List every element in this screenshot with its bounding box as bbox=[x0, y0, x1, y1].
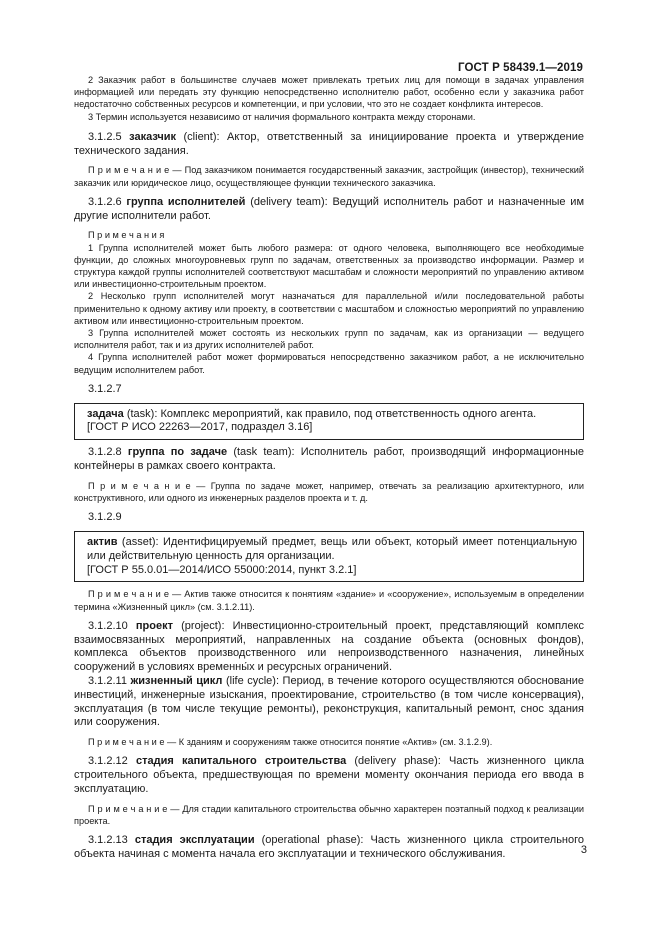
intro-note-2: 2 Заказчик работ в большинстве случаев может привлекать третьих лиц для помощи в задачах управления информацией или передать эту функцию непосредственно исполнителю работ, особенно если у заказчика работ недостаточно собственных ресурсов и компетенции, и при условии, что это не создает конфликта интересов. bbox=[74, 75, 584, 110]
term-life-cycle: жизненный цикл bbox=[130, 675, 223, 688]
document-id-header: ГОСТ Р 58439.1—2019 bbox=[458, 62, 583, 74]
term-delivery-team: группа исполнителей bbox=[126, 195, 246, 208]
definition-project bbox=[74, 620, 584, 675]
note-text: — Под заказчиком понимается государственный заказчик, застройщик (инвестор), технический заказчик или юридическое лицо, осуществляющее функции технического заказчика. bbox=[74, 165, 584, 188]
definition-text: (task): Комплекс мероприятий, как правило, под ответственность одного агента. bbox=[123, 407, 537, 420]
definition-text: (delivery team): Ведущий исполнитель работ и назначенные им другие исполнители работ. bbox=[74, 195, 585, 222]
note-text: — Актив также относится к понятиям «здание» и «сооружение», используемым в определении термина «Жизненный цикл» (см. 3.1.2.11). bbox=[74, 589, 584, 612]
term-task: задача bbox=[87, 407, 124, 420]
clause-number: 3.1.2.8 bbox=[88, 446, 122, 459]
note-label: П р и м е ч а н и е bbox=[88, 737, 165, 748]
clause-number: 3.1.2.13 bbox=[88, 834, 128, 847]
definition-text: (asset): Идентифицируемый предмет, вещь или объект, который имеет потенциальную или действительную ценность для организации. bbox=[87, 536, 577, 562]
note-text: — Группа по задаче может, например, отвечать за реализацию архитектурного, или конструктивного, или одного из инженерных разделов проекта и т. д. bbox=[74, 480, 584, 504]
term-delivery-phase: стадия капитального строительства bbox=[135, 755, 347, 768]
delivery-team-note-2: 2 Несколько групп исполнителей могут назначаться для параллельной и/или последовательной работы применительно к одному активу или проекту, в соответствии с масштабом и сложностью мероприятий по управлению активом или инвестиционно-строительным проектом. bbox=[74, 291, 584, 326]
clause-number-task: 3.1.2.7 bbox=[88, 382, 122, 395]
definition-task-team bbox=[74, 446, 584, 474]
definition-text: (client): Актор, ответственный за инициирование проекта и утверждение технического задания. bbox=[74, 130, 584, 157]
source-reference: [ГОСТ Р 55.0.01—2014/ИСО 55000:2014, пункт 3.2.1] bbox=[87, 563, 357, 576]
definition-delivery-team bbox=[74, 196, 584, 224]
clause-number: 3.1.2.11 bbox=[88, 675, 127, 688]
term-client: заказчик bbox=[129, 130, 177, 143]
clause-number: 3.1.2.5 bbox=[88, 130, 122, 143]
note-task-team bbox=[74, 480, 584, 504]
delivery-team-note-1: 1 Группа исполнителей может быть любого размера: от одного человека, выполняющего все необходимые функции, до сложных многоуровневых групп по задачам, ответственных за производство информации. Размер и структура каждой группы исполнителей соответствуют масштабам и сложности мероприятий по управлению активом или инвестиционно-строительным проектом. bbox=[74, 242, 584, 290]
term-asset: актив bbox=[87, 536, 118, 549]
note-asset bbox=[74, 588, 584, 612]
notes-label: П р и м е ч а н и я bbox=[88, 230, 165, 241]
note-label: П р и м е ч а н и е bbox=[88, 480, 191, 491]
definition-delivery-phase bbox=[74, 755, 584, 796]
note-text: — К зданиям и сооружениям также относится понятие «Актив» (см. 3.1.2.9). bbox=[164, 737, 493, 748]
definition-text: (delivery phase): Часть жизненного цикла строительного объекта, предшествующая по времени моменту окончания периода его ввода в эксплуатацию. bbox=[74, 755, 584, 795]
note-life-cycle bbox=[74, 736, 584, 748]
definition-text: (life cycle): Период, в течение которого осуществляются обоснование инвестиций, инженерные изыскания, проектирование, строительство (в том числе консервация), эксплуатация (в том числе текущие ремонты), реконструкция, капитальный ремонт, снос здания или сооружения. bbox=[74, 675, 584, 729]
clause-number-asset: 3.1.2.9 bbox=[88, 511, 122, 524]
asset-definition-box bbox=[74, 531, 584, 582]
note-client bbox=[74, 164, 584, 188]
note-label: П р и м е ч а н и е bbox=[88, 165, 170, 176]
term-operational-phase: стадия эксплуатации bbox=[134, 834, 255, 847]
definition-text: (operational phase): Часть жизненного цикла строительного объекта начиная с момента начала его эксплуатации и технического обслуживания. bbox=[74, 834, 585, 860]
clause-number: 3.1.2.6 bbox=[88, 195, 122, 208]
definition-text: (project): Инвестиционно-строительный проект, представляющий комплекс взаимосвязанных мероприятий, направленных на создание объекта (основных фондов), комплекса объектов производственного или непроизводственного назначения, линейных сооружений в условиях временны́х и ресурсных ограничений. bbox=[74, 619, 585, 674]
definition-operational-phase bbox=[74, 834, 584, 862]
note-label: П р и м е ч а н и е bbox=[88, 803, 168, 814]
clause-number: 3.1.2.12 bbox=[88, 755, 128, 768]
definition-text: (task team): Исполнитель работ, производящий информационные контейнеры в рамках своего контракта. bbox=[74, 446, 584, 473]
page-content bbox=[74, 74, 584, 862]
clause-number: 3.1.2.10 bbox=[88, 619, 128, 632]
delivery-team-note-3: 3 Группа исполнителей может состоять из нескольких групп по задачам, как из организации — ведущего исполнителя работ, так и из других исполнителей работ. bbox=[74, 328, 584, 351]
definition-client bbox=[74, 131, 584, 159]
task-definition-box bbox=[74, 403, 584, 441]
definition-life-cycle bbox=[74, 675, 584, 730]
note-text: — Для стадии капитального строительства обычно характерен поэтапный подход к реализации проекта. bbox=[74, 803, 584, 826]
source-reference: [ГОСТ Р ИСО 22263—2017, подраздел 3.16] bbox=[87, 421, 313, 434]
note-delivery-phase bbox=[74, 803, 584, 827]
term-project: проект bbox=[135, 619, 173, 632]
term-task-team: группа по задаче bbox=[127, 446, 228, 459]
page-number: 3 bbox=[580, 844, 587, 856]
intro-note-3: 3 Термин используется независимо от наличия формального контракта между сторонами. bbox=[88, 111, 476, 122]
delivery-team-note-4: 4 Группа исполнителей работ может формироваться непосредственно заказчиком работ, а не исключительно ведущим исполнителем работ. bbox=[74, 352, 584, 375]
note-label: П р и м е ч а н и е bbox=[88, 589, 169, 600]
